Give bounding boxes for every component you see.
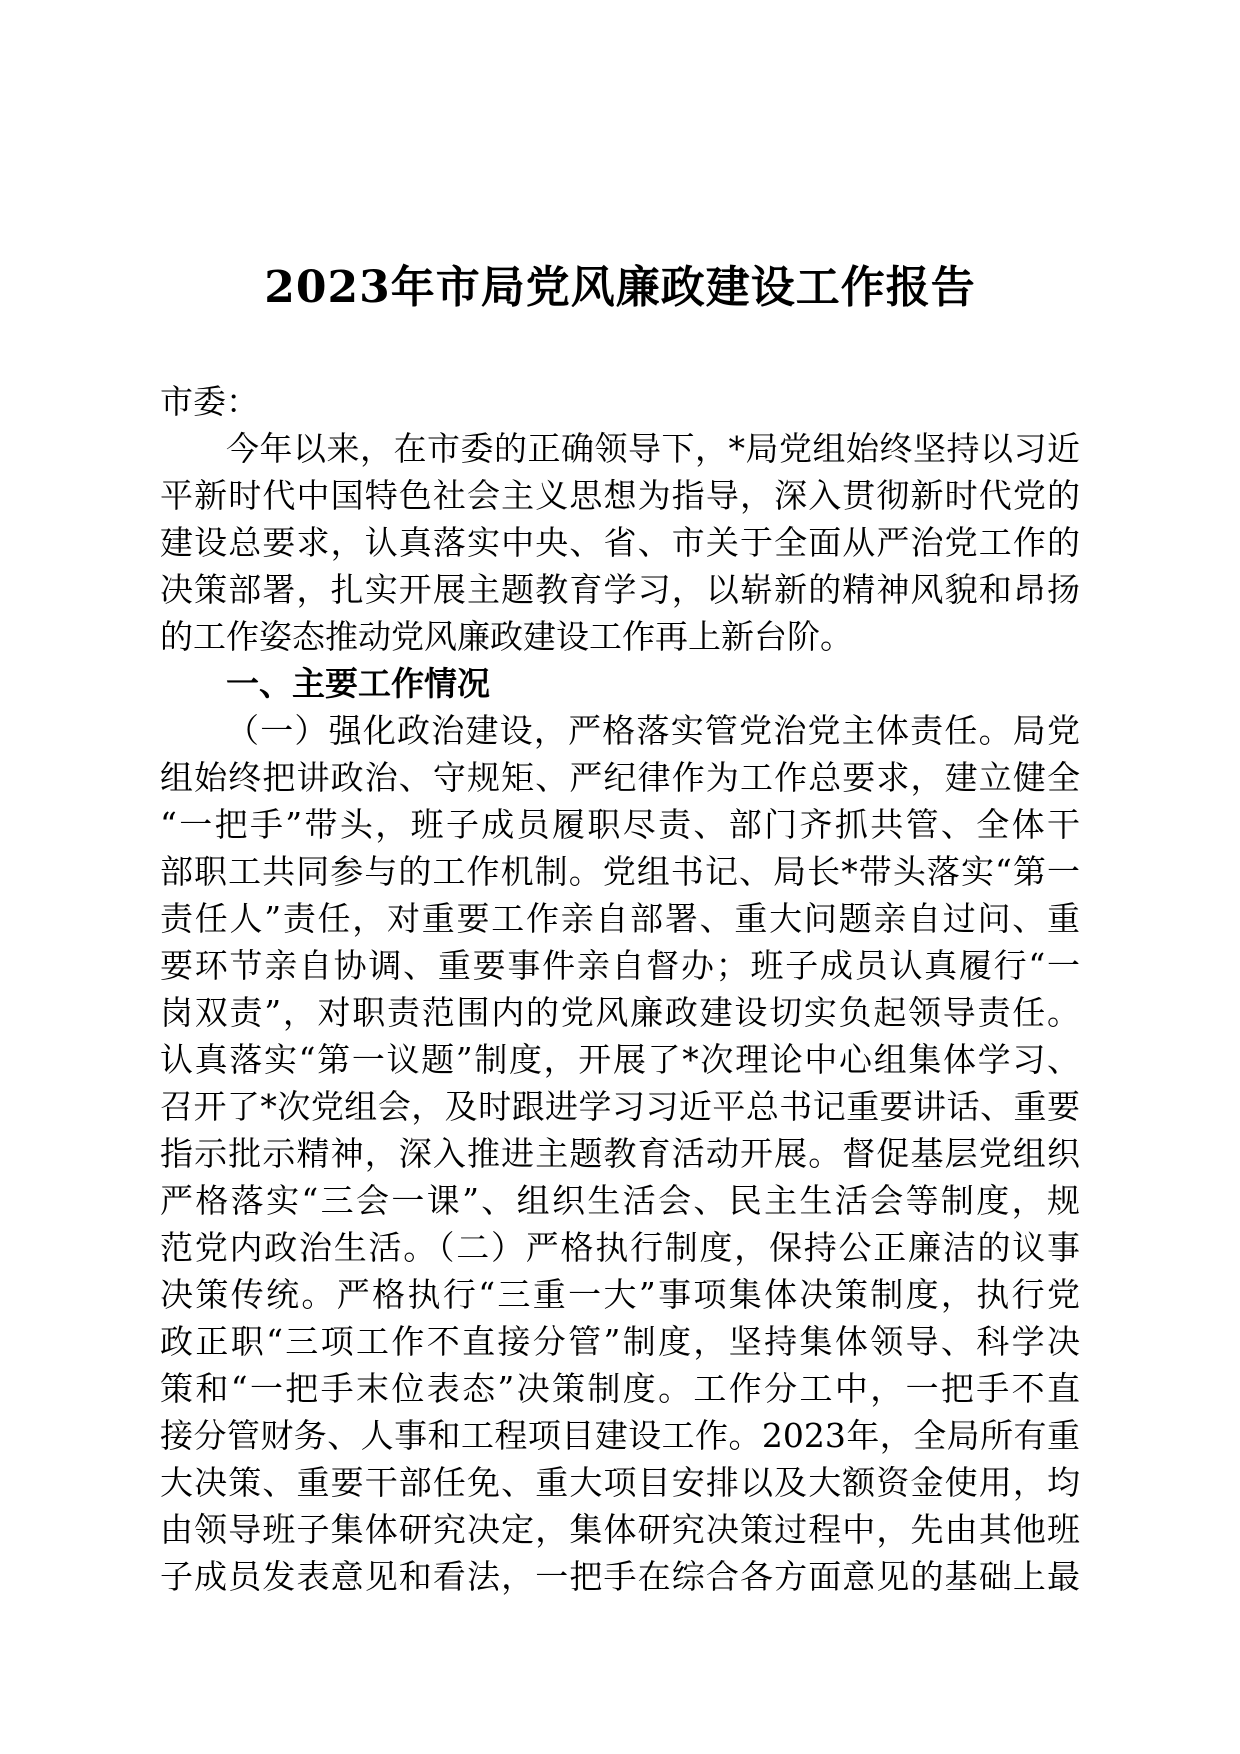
body-text-line: 组始终把讲政治、守规矩、严纪律作为工作总要求，建立健全 bbox=[160, 758, 1080, 797]
body-text-line: 由领导班子集体研究决定，集体研究决策过程中，先由其他班 bbox=[160, 1510, 1080, 1549]
section-heading: 一、主要工作情况 bbox=[226, 664, 490, 703]
body-text-line: 范党内政治生活。（二）严格执行制度，保持公正廉洁的议事 bbox=[160, 1228, 1080, 1267]
body-text-line: 今年以来，在市委的正确领导下，*局党组始终坚持以习近 bbox=[226, 429, 1080, 468]
body-text-line: 责任人”责任，对重要工作亲自部署、重大问题亲自过问、重 bbox=[160, 899, 1080, 938]
document-title: 2023年市局党风廉政建设工作报告 bbox=[264, 262, 976, 313]
body-text-line: （一）强化政治建设，严格落实管党治党主体责任。局党 bbox=[226, 711, 1080, 750]
body-text-line: 指示批示精神，深入推进主题教育活动开展。督促基层党组织 bbox=[160, 1134, 1080, 1173]
body-text-line: 召开了*次党组会，及时跟进学习习近平总书记重要讲话、重要 bbox=[160, 1087, 1080, 1126]
body-text-line: 岗双责”，对职责范围内的党风廉政建设切实负起领导责任。 bbox=[160, 993, 1080, 1032]
body-text-line: 部职工共同参与的工作机制。党组书记、局长*带头落实“第一 bbox=[160, 852, 1080, 891]
body-text-line: 决策部署，扎实开展主题教育学习，以崭新的精神风貌和昂扬 bbox=[160, 570, 1080, 609]
body-text-line: 的工作姿态推动党风廉政建设工作再上新台阶。 bbox=[160, 617, 853, 656]
body-text-line: 要环节亲自协调、重要事件亲自督办；班子成员认真履行“一 bbox=[160, 946, 1080, 985]
body-text-line: 认真落实“第一议题”制度，开展了*次理论中心组集体学习、 bbox=[160, 1040, 1080, 1079]
body-text-line: 建设总要求，认真落实中央、省、市关于全面从严治党工作的 bbox=[160, 523, 1080, 562]
body-text-line: 严格落实“三会一课”、组织生活会、民主生活会等制度，规 bbox=[160, 1181, 1080, 1220]
body-text-line: 大决策、重要干部任免、重大项目安排以及大额资金使用，均 bbox=[160, 1463, 1080, 1502]
document-body bbox=[160, 378, 1080, 1600]
salutation: 市委： bbox=[160, 382, 259, 421]
body-text-line: 子成员发表意见和看法，一把手在综合各方面意见的基础上最 bbox=[160, 1557, 1080, 1596]
body-text-line: 接分管财务、人事和工程项目建设工作。2023年，全局所有重 bbox=[160, 1416, 1080, 1455]
body-text-line: 策和“一把手末位表态”决策制度。工作分工中，一把手不直 bbox=[160, 1369, 1080, 1408]
body-text-line: 政正职“三项工作不直接分管”制度，坚持集体领导、科学决 bbox=[160, 1322, 1080, 1361]
body-text-line: 平新时代中国特色社会主义思想为指导，深入贯彻新时代党的 bbox=[160, 476, 1080, 515]
body-text-line: “一把手”带头，班子成员履职尽责、部门齐抓共管、全体干 bbox=[160, 805, 1080, 844]
body-text-line: 决策传统。严格执行“三重一大”事项集体决策制度，执行党 bbox=[160, 1275, 1080, 1314]
